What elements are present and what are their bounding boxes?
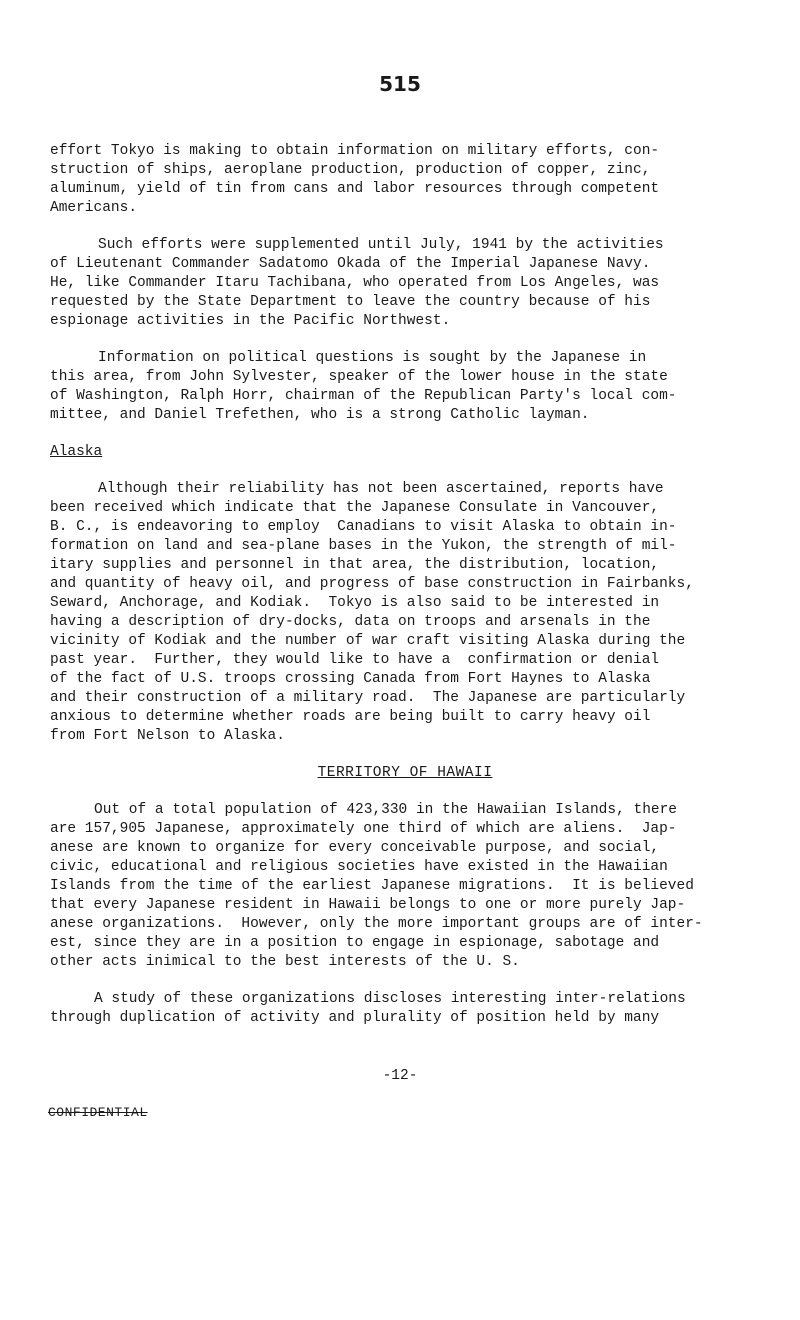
- text-line: through duplication of activity and plurality of position held by many: [50, 1010, 660, 1026]
- section-heading-alaska: Alaska: [50, 444, 103, 460]
- text-line: struction of ships, aeroplane production, production of copper, zinc,: [50, 162, 651, 178]
- paragraph-2: [50, 236, 760, 331]
- text-line: from Fort Nelson to Alaska.: [50, 728, 285, 744]
- text-line: Information on political questions is sought by the Japanese in: [98, 350, 647, 366]
- text-line: anxious to determine whether roads are being built to carry heavy oil: [50, 709, 651, 725]
- text-line: A study of these organizations discloses interesting inter-relations: [94, 991, 686, 1007]
- text-line: Such efforts were supplemented until July, 1941 by the activities: [98, 237, 664, 253]
- paragraph-4: [50, 480, 760, 746]
- text-line: Although their reliability has not been ascertained, reports have: [98, 481, 664, 497]
- text-line: anese organizations. However, only the more important groups are of inter-: [50, 916, 703, 932]
- text-line: espionage activities in the Pacific Northwest.: [50, 313, 451, 329]
- footer-page-number: -12-: [382, 1068, 418, 1084]
- text-line: Out of a total population of 423,330 in the Hawaiian Islands, there: [94, 802, 677, 818]
- text-line: mittee, and Daniel Trefethen, who is a strong Catholic layman.: [50, 407, 590, 423]
- text-line: itary supplies and personnel in that area, the distribution, location,: [50, 557, 660, 573]
- text-line: this area, from John Sylvester, speaker of the lower house in the state: [50, 369, 668, 385]
- text-line: of the fact of U.S. troops crossing Canada from Fort Haynes to Alaska: [50, 671, 651, 687]
- text-line: of Washington, Ralph Horr, chairman of the Republican Party's local com-: [50, 388, 677, 404]
- text-line: effort Tokyo is making to obtain information on military efforts, con-: [50, 143, 660, 159]
- text-line: and their construction of a military road. The Japanese are particularly: [50, 690, 686, 706]
- paragraph-1: [50, 142, 760, 218]
- section-heading-hawaii: TERRITORY OF HAWAII: [317, 765, 493, 781]
- paragraph-5: [50, 801, 760, 972]
- text-line: having a description of dry-docks, data on troops and arsenals in the: [50, 614, 651, 630]
- text-line: are 157,905 Japanese, approximately one third of which are aliens. Jap-: [50, 821, 677, 837]
- text-line: He, like Commander Itaru Tachibana, who operated from Los Angeles, was: [50, 275, 660, 291]
- paragraph-6: [50, 990, 760, 1028]
- document-body: [50, 142, 760, 1046]
- text-line: vicinity of Kodiak and the number of war craft visiting Alaska during the: [50, 633, 686, 649]
- text-line: B. C., is endeavoring to employ Canadians to visit Alaska to obtain in-: [50, 519, 677, 535]
- text-line: of Lieutenant Commander Sadatomo Okada of the Imperial Japanese Navy.: [50, 256, 651, 272]
- text-line: aluminum, yield of tin from cans and labor resources through competent: [50, 181, 660, 197]
- text-line: Americans.: [50, 200, 138, 216]
- text-line: that every Japanese resident in Hawaii belongs to one or more purely Jap-: [50, 897, 686, 913]
- page-number: 515: [379, 72, 421, 96]
- paragraph-3: [50, 349, 760, 425]
- text-line: Seward, Anchorage, and Kodiak. Tokyo is also said to be interested in: [50, 595, 660, 611]
- text-line: formation on land and sea-plane bases in the Yukon, the strength of mil-: [50, 538, 677, 554]
- text-line: civic, educational and religious societies have existed in the Hawaiian: [50, 859, 668, 875]
- text-line: been received which indicate that the Japanese Consulate in Vancouver,: [50, 500, 660, 516]
- text-line: Islands from the time of the earliest Japanese migrations. It is believed: [50, 878, 694, 894]
- text-line: past year. Further, they would like to have a confirmation or denial: [50, 652, 660, 668]
- confidential-stamp: CONFIDENTIAL: [48, 1105, 148, 1120]
- text-line: est, since they are in a position to engage in espionage, sabotage and: [50, 935, 660, 951]
- text-line: anese are known to organize for every conceivable purpose, and social,: [50, 840, 660, 856]
- text-line: requested by the State Department to leave the country because of his: [50, 294, 651, 310]
- text-line: and quantity of heavy oil, and progress of base construction in Fairbanks,: [50, 576, 694, 592]
- text-line: other acts inimical to the best interests of the U. S.: [50, 954, 520, 970]
